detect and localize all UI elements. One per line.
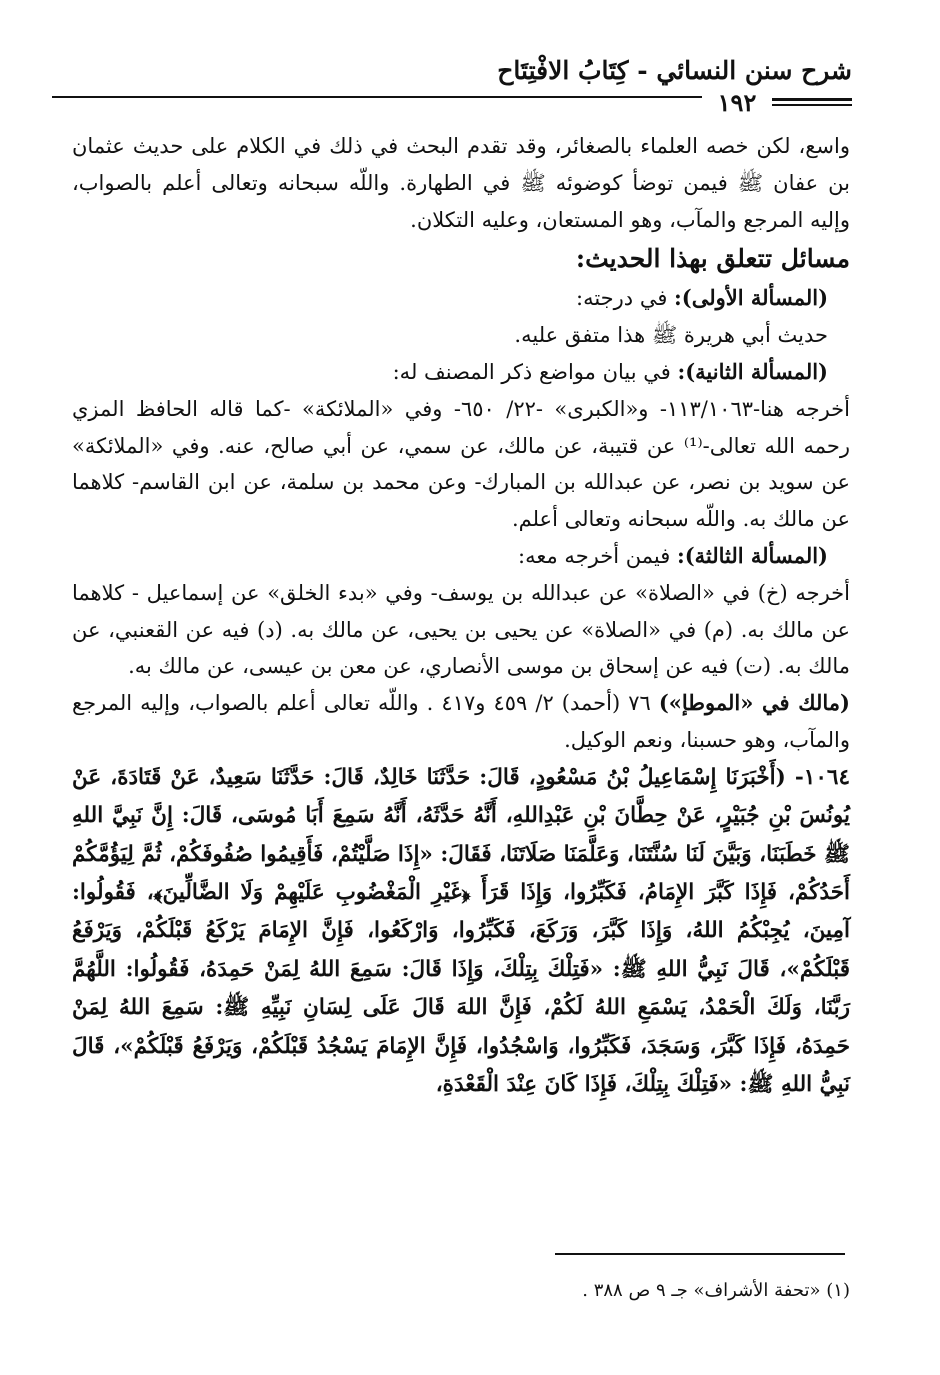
malik-text: ٧٦ (أحمد) ٢/ ٤٥٩ و٤١٧ . واللّه تعالى أعلم بالصواب، وإليه المرجع والمآب، وهو حسبنا، ونعم الوكيل.: [72, 691, 850, 752]
running-title: شرح سنن النسائي - كِتَابُ الافْتِتَاح: [497, 56, 852, 85]
issue-1-label: (المسألة الأولى):: [674, 285, 828, 311]
issue-1-title: [72, 280, 850, 317]
malik-label: (مالك في «الموطإ»): [658, 690, 850, 716]
issue-1-subject: في درجته:: [576, 286, 675, 311]
issue-2-label: (المسألة الثانية):: [677, 358, 828, 384]
footnote-divider: [555, 1253, 845, 1255]
issue-3-label: (المسألة الثالثة):: [676, 542, 828, 568]
malik-reference: [72, 685, 850, 759]
page-number: ١٩٢: [717, 88, 757, 117]
header-rule: [52, 96, 702, 98]
issue-2-subject: في بيان مواضع ذكر المصنف له:: [392, 359, 678, 384]
issue-3-subject: فيمن أخرجه معه:: [518, 543, 677, 568]
issue-2-title: [72, 354, 850, 391]
paragraph-intro: واسع، لكن خصه العلماء بالصغائر، وقد تقدم البحث في ذلك في الكلام على حديث عثمان بن عفان ﷺ فيمن توضأ كوضوئه ﷺ في الطهارة. واللّه سبحانه وتعالى أعلم بالصواب، وإليه المرجع والمآب، وهو المستعان، وعليه التكلان.: [72, 134, 850, 232]
page-header: [52, 52, 852, 117]
page-number-rule-bottom: [772, 104, 852, 106]
footnote: (١) «تحفة الأشراف» جـ ٩ ص ٣٨٨ .: [582, 1280, 850, 1301]
section-heading: مسائل تتعلق بهذا الحديث:: [575, 244, 850, 274]
issue-3-body: أخرجه (خ) في «الصلاة» عن عبدالله بن يوسف- وفي «بدء الخلق» عن إسماعيل - كلاهما عن مالك به. (م) في «الصلاة» عن يحيى بن يحيى، عن مالك به. (د) فيه عن القعنبي، عن مالك به. (ت) فيه عن إسحاق بن موسى الأنصاري، عن معن بن عيسى، عن مالك به.: [72, 580, 850, 679]
issue-3-title: [72, 538, 850, 575]
page-body: [72, 128, 850, 1104]
hadith-1064: ١٠٦٤- (أَخْبَرَنَا إِسْمَاعِيلُ بْنُ مَسْعُودٍ، قَالَ: حَدَّثَنَا خَالِدٌ، قَالَ: حَدَّثَنَا سَعِيدٌ، عَنْ قَتَادَةَ، عَنْ يُونُسَ بْنِ جُبَيْرٍ، عَنْ حِطَّانَ بْنِ عَبْدِاللهِ، أَنَّهُ حَدَّثَهُ، أَنَّهُ سَمِعَ أَبَا مُوسَى، قَالَ: إِنَّ نَبِيَّ اللهِ ﷺ خَطَبَنَا، وَبَيَّنَ لَنَا سُنَّتَنَا، وَعَلَّمَنَا صَلَاتَنَا، فَقَالَ: «إِذَا صَلَّيْتُمْ، فَأَقِيمُوا صُفُوفَكُمْ، ثُمَّ لِيَؤُمَّكُمْ أَحَدُكُمْ، فَإِذَا كَبَّرَ الإِمَامُ، فَكَبِّرُوا، وَإِذَا قَرَأَ ﴿غَيْرِ الْمَغْضُوبِ عَلَيْهِمْ وَلَا الضَّالِّينَ﴾، فَقُولُوا: آمِينَ، يُجِبْكُمُ اللهُ، وَإِذَا كَبَّرَ، وَرَكَعَ، فَكَبِّرُوا، وَارْكَعُوا، فَإِنَّ الإِمَامَ يَرْكَعُ قَبْلَكُمْ، وَيَرْفَعُ قَبْلَكُمْ»، قَالَ نَبِيُّ اللهِ ﷺ: «فَتِلْكَ بِتِلْكَ، وَإِذَا قَالَ: سَمِعَ اللهُ لِمَنْ حَمِدَهُ، فَقُولُوا: اللَّهُمَّ رَبَّنَا، وَلَكَ الْحَمْدُ، يَسْمَعِ اللهُ لَكُمْ، فَإِنَّ اللهَ قَالَ عَلَى لِسَانِ نَبِيِّهِ ﷺ: سَمِعَ اللهُ لِمَنْ حَمِدَهُ، فَإِذَا كَبَّرَ، وَسَجَدَ، فَكَبِّرُوا، وَاسْجُدُوا، فَإِنَّ الإِمَامَ يَسْجُدُ قَبْلَكُمْ، وَيَرْفَعُ قَبْلَكُمْ»، قَالَ نَبِيُّ اللهِ ﷺ: «فَتِلْكَ بِتِلْكَ، فَإِذَا كَانَ عِنْدَ الْقَعْدَةِ،: [72, 764, 850, 1097]
issue-2-body: أخرجه هنا-١١٣/١٠٦٣- و«الكبرى» -٢٢/ ٦٥٠- وفي «الملائكة» -كما قاله الحافظ المزي رحمه الله تعالى-⁽¹⁾ عن قتيبة، عن مالك، عن سمي، عن أبي صالح، عنه. وفي «الملائكة» عن سويد بن نصر، عن عبدالله بن المبارك- وعن محمد بن سلمة، عن ابن القاسم- كلاهما عن مالك به. واللّه سبحانه وتعالى أعلم.: [72, 396, 850, 532]
issue-1-body: حديث أبي هريرة ﷺ هذا متفق عليه.: [514, 323, 828, 348]
page-number-rule-top: [772, 98, 852, 101]
